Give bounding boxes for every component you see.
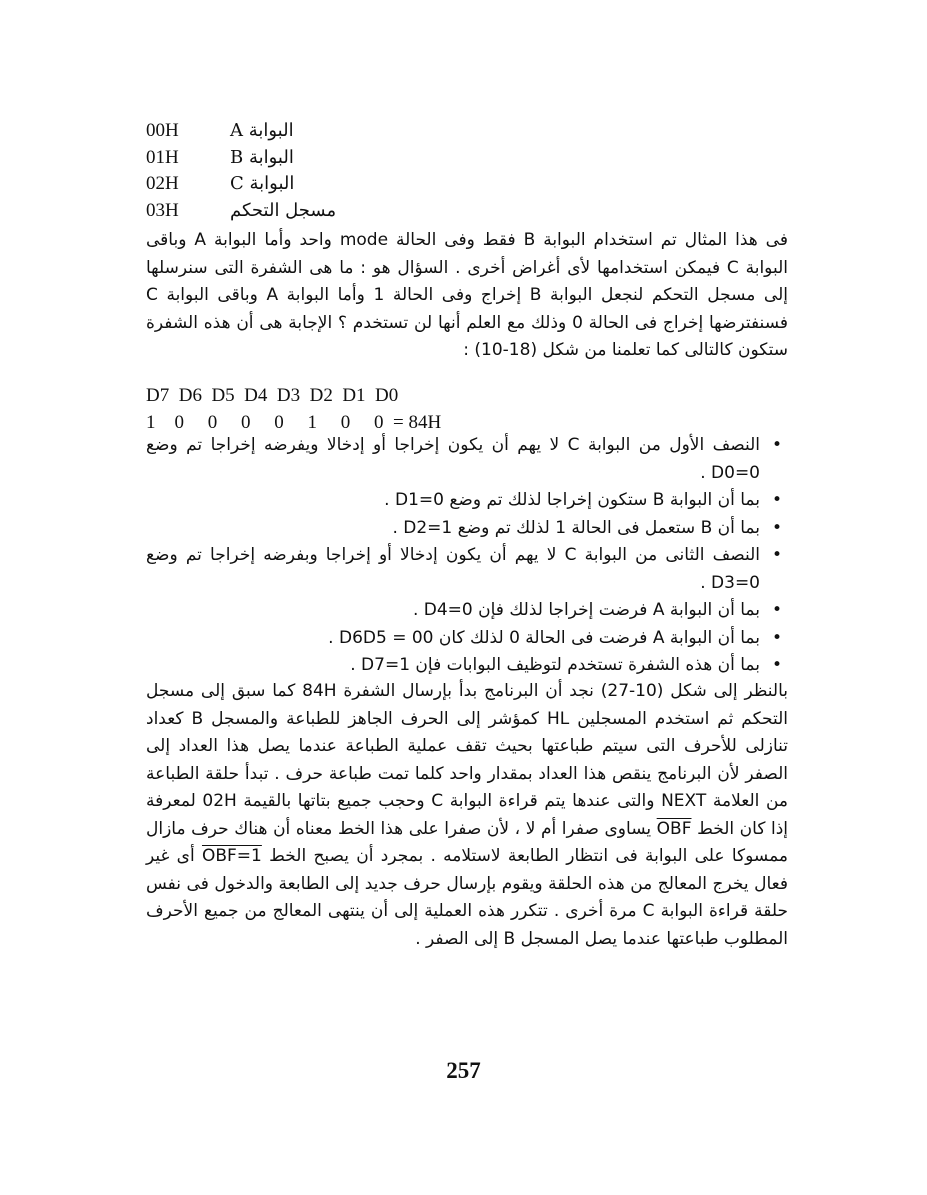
port-address: 02H <box>146 173 179 194</box>
port-row <box>146 145 788 172</box>
port-name: البوابة B <box>230 146 294 168</box>
explanation-part-c: أى غير فعال يخرج المعالج من هذه الحلقة ويقوم بإرسال حرف جديد إلى الطابعة والدخول فى نفس حلقة قراءة البوابة C مرة أخرى . تتكرر هذه العملية إلى أن ينتهى المعالج من جميع الأحرف المطلوب طباعتها عندما يصل المسجل B إلى الصفر . <box>146 846 789 949</box>
list-item: • بما أن البوابة A فرضت إخراجا لذلك فإن D4=0 . <box>146 597 788 625</box>
explanation-paragraph <box>146 678 788 953</box>
list-item: • بما أن البوابة B ستكون إخراجا لذلك تم وضع D1=0 . <box>146 487 788 515</box>
list-item: • بما أن B ستعمل فى الحالة 1 لذلك تم وضع D2=1 . <box>146 515 788 543</box>
list-item: • النصف الثانى من البوابة C لا يهم أن يكون إدخالا أو إخراجا وبفرضه إخراجا تم وضع D3=0 . <box>146 542 788 597</box>
port-row <box>146 118 788 145</box>
explanation-paragraph-block <box>146 678 788 953</box>
port-name: البوابة C <box>230 173 295 194</box>
page-number: 257 <box>446 1058 481 1083</box>
bits-values: 1 0 0 0 0 1 0 0 = 84H <box>146 412 442 433</box>
intro-paragraph: فى هذا المثال تم استخدام البوابة B فقط وفى الحالة mode واحد وأما البوابة A وباقى البوابة C فيمكن استخدامها لأى أغراض أخرى . السؤال هو : ما هى الشفرة التى سنرسلها إلى مسجل التحكم لنجعل البوابة B إخراج وفى الحالة 1 وأما البوابة A وباقى البوابة C فسنفترضها إخراج فى الحالة 0 وذلك مع العلم أنها لن تستخدم ؟ الإجابة هى أن هذه الشفرة ستكون كالتالى كما تعلمنا من شكل (18-10) : <box>146 230 788 360</box>
bit-explanation-list <box>146 432 788 680</box>
port-address: 00H <box>146 120 179 141</box>
port-name: البوابة A <box>230 120 294 141</box>
control-word-bits <box>146 382 788 436</box>
list-item: • النصف الأول من البوابة C لا يهم أن يكون إخراجا أو إدخالا ويفرضه إخراجا تم وضع D0=0 . <box>146 432 788 487</box>
port-name: مسجل التحكم <box>230 199 337 221</box>
port-address-list <box>146 118 788 224</box>
intro-paragraph-block <box>146 227 788 365</box>
obf-signal-label: $\overline{OBF}$ <box>656 818 692 839</box>
port-row <box>146 171 788 198</box>
obf-equation-text: OBF=1 <box>201 846 262 866</box>
bits-header: D7 D6 D5 D4 D3 D2 D1 D0 <box>146 385 399 406</box>
list-item: • بما أن البوابة A فرضت فى الحالة 0 لذلك كان D6D5 = 00 . <box>146 625 788 653</box>
port-address: 03H <box>146 199 179 221</box>
port-row <box>146 198 788 225</box>
explanation-part-b: يساوى صفرا أم لا ، لأن صفرا على هذا الخط معناه أن هناك حرف مازال ممسوكا على البوابة فى انتظار الطابعة لاستلامه . بمجرد أن يصبح الخط <box>146 818 788 866</box>
explanation-part-a: بالنظر إلى شكل (10-27) نجد أن البرنامج بدأ بإرسال الشفرة 84H كما سبق إلى مسجل التحكم ثم استخدم المسجلين HL كمؤشر إلى الحرف الجاهز للطباعة والمسجل B كعداد تنازلى للأحرف التى سيتم طباعتها بحيث تقف عملية الطباعة عندما يصل هذا العداد إلى الصفر لأن البرنامج ينقص هذا العداد بمقدار واحد كلما تمت طباعة حرف . تبدأ حلقة الطباعة من العلامة NEXT والتى عندها يتم قراءة البوابة C وحجب جميع بتاتها بالقيمة 02H لمعرفة إذا كان الخط <box>146 681 789 839</box>
list-item: • بما أن هذه الشفرة تستخدم لتوظيف البوابات فإن D7=1 . <box>146 652 788 680</box>
obf-equation <box>202 846 262 866</box>
port-address: 01H <box>146 146 179 168</box>
